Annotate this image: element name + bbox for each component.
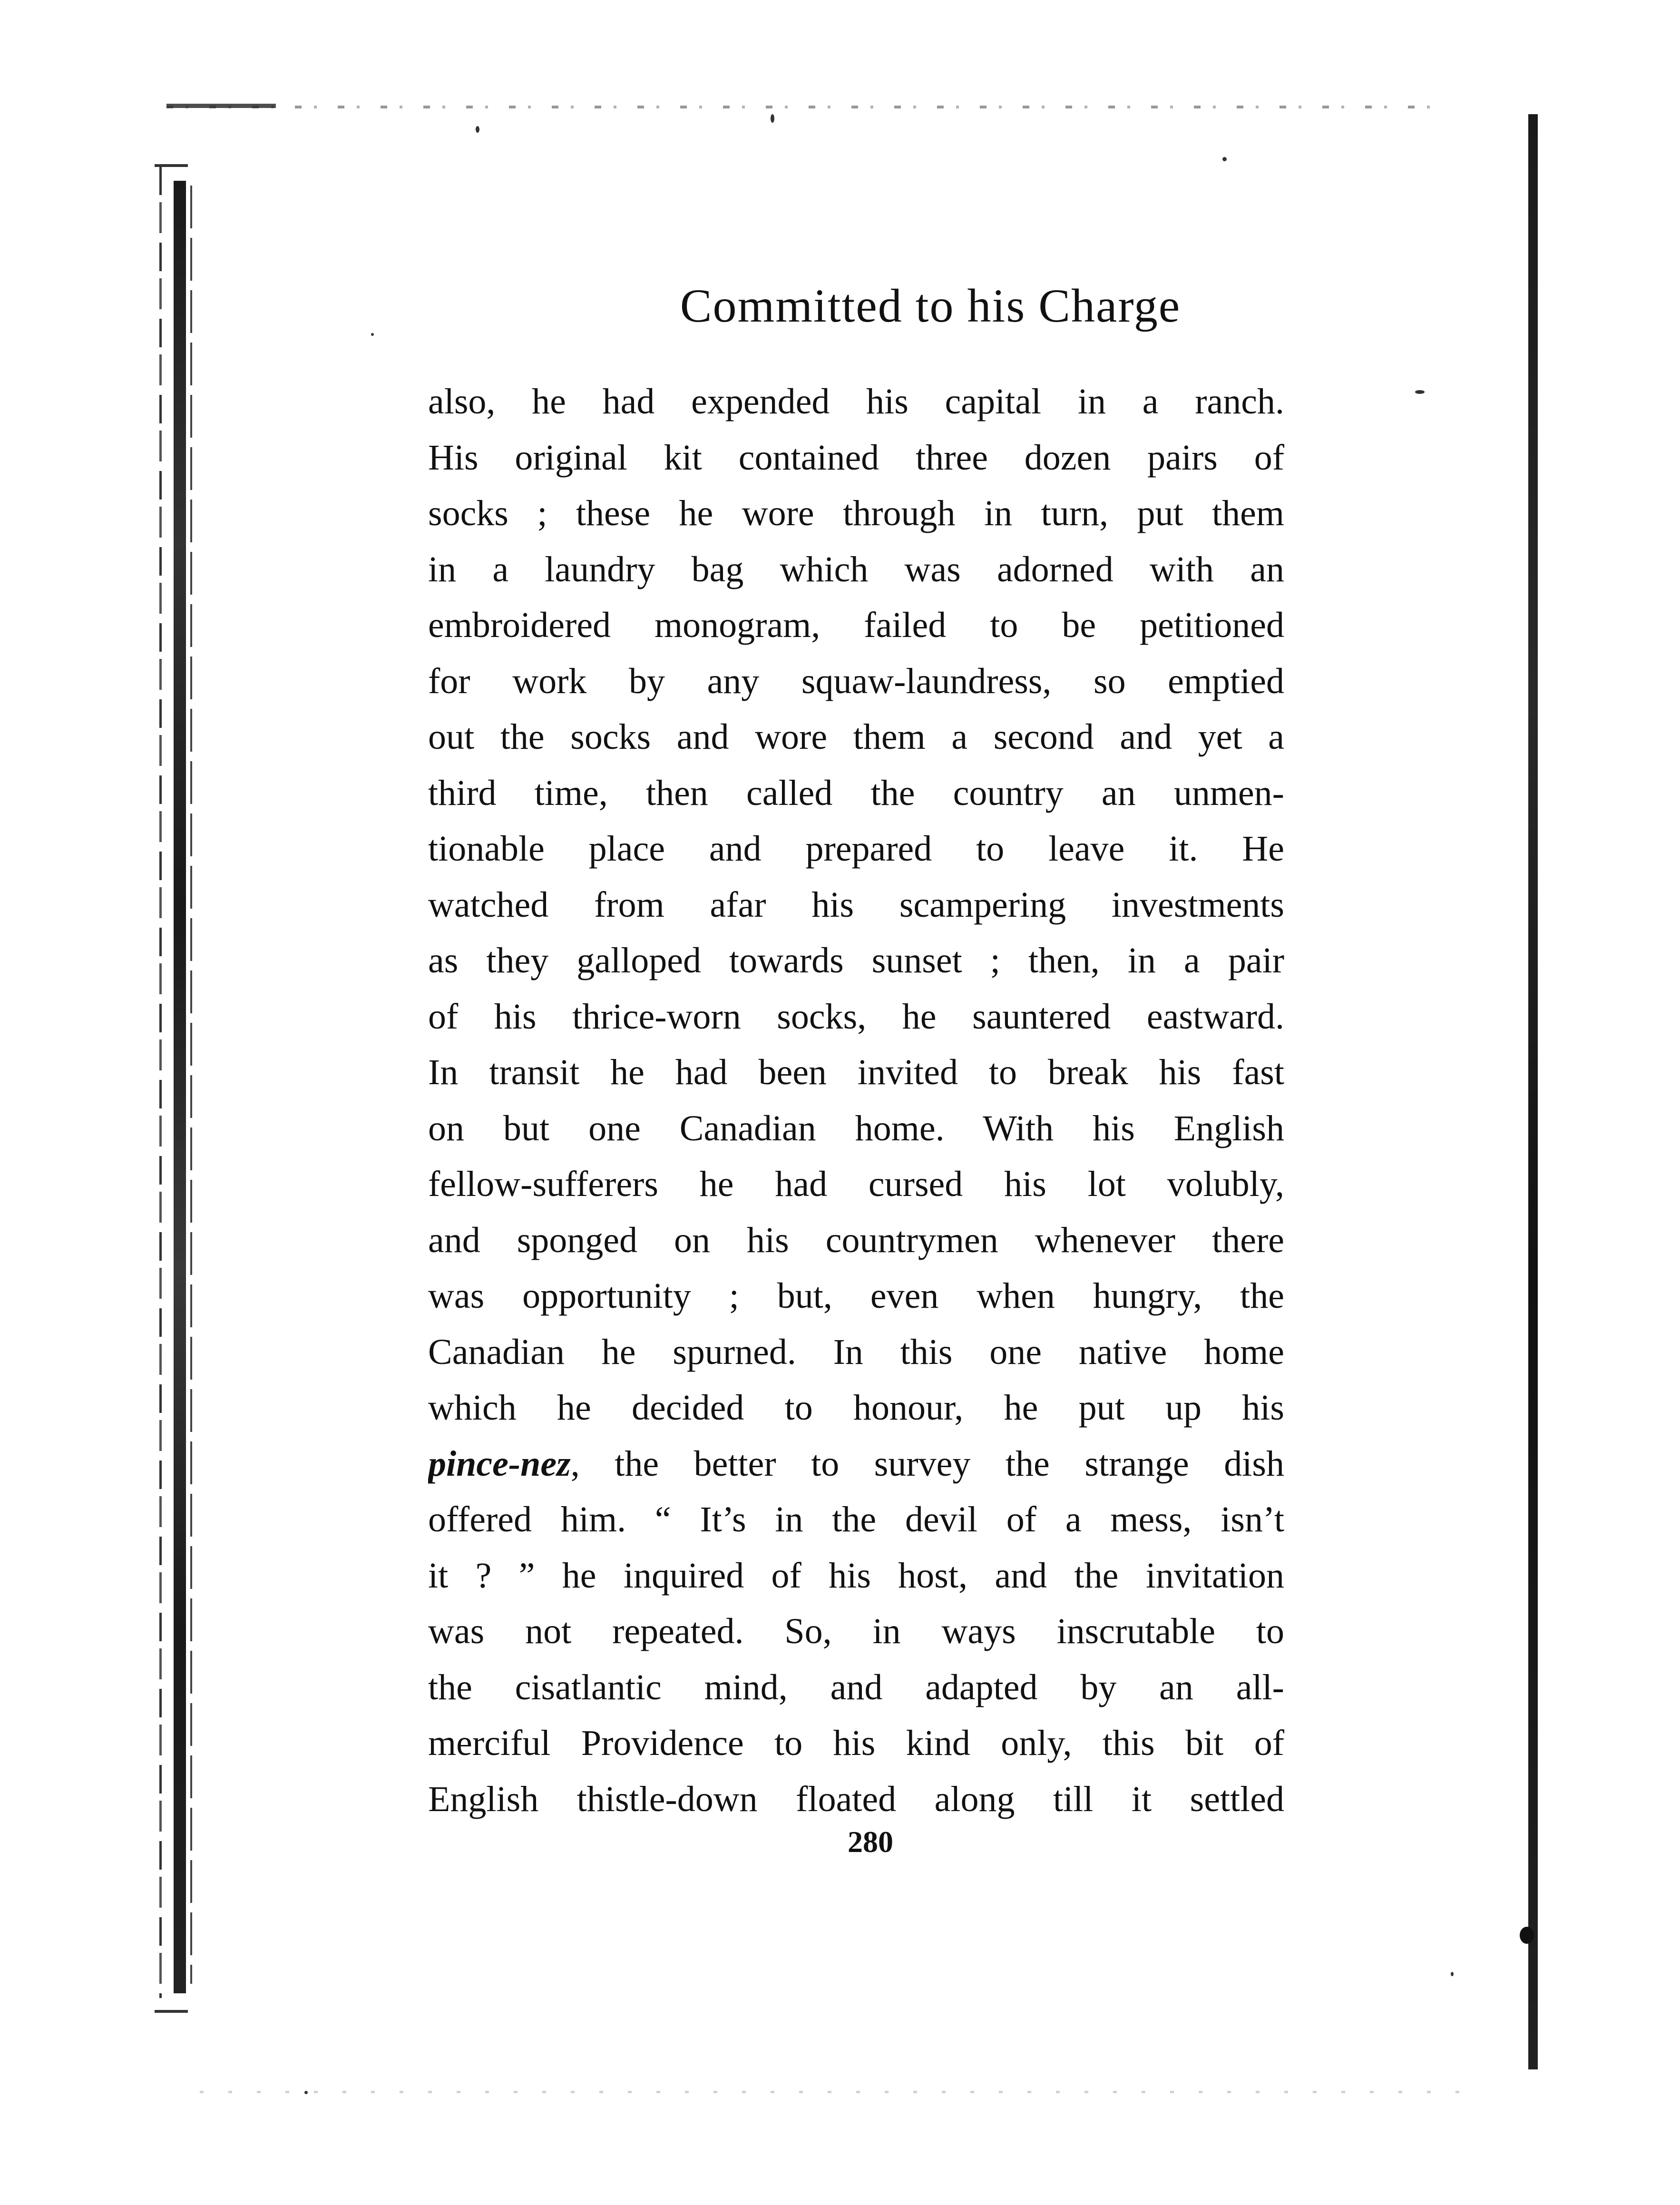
text-line (428, 1548, 1284, 1604)
text-line-content: , the better to survey the strange dish (570, 1443, 1284, 1484)
text-line-content: on but one Canadian home. With his English (428, 1108, 1284, 1148)
text-line-content: Canadian he spurned. In this one native home (428, 1332, 1284, 1372)
running-head: Committed to his Charge (680, 279, 1181, 332)
scan-top-rule (166, 106, 1451, 108)
text-line-content: which he decided to honour, he put up his (428, 1388, 1284, 1428)
text-line (428, 933, 1284, 989)
scan-left-binding-thick (174, 181, 186, 1993)
text-line (428, 430, 1284, 486)
scan-speck (476, 126, 479, 133)
text-line-content: also, he had expended his capital in a ranch. (428, 382, 1284, 421)
text-line (428, 821, 1284, 877)
text-line (428, 1101, 1284, 1157)
text-line-content: watched from afar his scampering investments (428, 884, 1284, 925)
text-line (428, 1380, 1284, 1436)
scan-left-tick-top (155, 164, 188, 167)
scan-left-binding-thin-2 (190, 186, 192, 1984)
text-line (428, 1436, 1284, 1492)
text-line-content: His original kit contained three dozen pairs of (428, 437, 1284, 478)
text-line (428, 1324, 1284, 1381)
text-line (428, 877, 1284, 933)
text-line (428, 709, 1284, 765)
text-line-content: tionable place and prepared to leave it. He (428, 829, 1284, 869)
text-line (428, 1156, 1284, 1213)
text-line (428, 989, 1284, 1045)
text-line (428, 1045, 1284, 1101)
text-line-content: third time, then called the country an unmen- (428, 773, 1284, 813)
text-line-content: offered him. “ It’s in the devil of a mess, isn’t (428, 1499, 1284, 1539)
text-line (428, 598, 1284, 654)
text-line-content: English thistle-down floated along till it settled (428, 1779, 1284, 1819)
scan-left-binding-thin (159, 167, 162, 1998)
text-line-content: merciful Providence to his kind only, this bit of (428, 1723, 1284, 1763)
text-line-content: in a laundry bag which was adorned with an (428, 549, 1284, 589)
scan-top-rule-left (166, 104, 276, 108)
text-line-content: as they galloped towards sunset ; then, in a pair (428, 941, 1284, 980)
scan-speck (771, 114, 774, 123)
scan-speck (304, 2091, 308, 2094)
scan-speck (1451, 1972, 1454, 1976)
scan-left-tick-bottom (155, 2010, 188, 2013)
text-line-content: of his thrice-worn socks, he sauntered eastward. (428, 996, 1284, 1037)
text-line-content: In transit he had been invited to break his fast (428, 1052, 1284, 1092)
text-line-content: out the socks and wore them a second and yet a (428, 717, 1284, 757)
text-line (428, 542, 1284, 598)
text-line (428, 1772, 1284, 1828)
body-text (428, 374, 1284, 1827)
text-line (428, 1213, 1284, 1269)
text-line-content: it ? ” he inquired of his host, and the invitation (428, 1555, 1284, 1596)
text-line-content: and sponged on his countrymen whenever there (428, 1220, 1284, 1260)
text-line (428, 1268, 1284, 1324)
text-line (428, 765, 1284, 822)
text-line-content: for work by any squaw-laundress, so emptied (428, 661, 1284, 701)
text-line-content: socks ; these he wore through in turn, put them (428, 493, 1284, 533)
text-line (428, 486, 1284, 542)
text-line-content: was not repeated. So, in ways inscrutable to (428, 1611, 1284, 1651)
text-line-content: the cisatlantic mind, and adapted by an all- (428, 1667, 1284, 1707)
text-line (428, 1660, 1284, 1716)
text-line (428, 654, 1284, 710)
text-line (428, 1492, 1284, 1548)
scan-bottom-rule (200, 2091, 1460, 2093)
scan-speck (1415, 390, 1425, 394)
scan-left-binding (155, 167, 197, 1998)
scan-right-blot (1520, 1927, 1534, 1944)
scan-right-edge (1528, 114, 1538, 2069)
text-line-italic: pince-nez (428, 1443, 571, 1484)
scan-speck (1222, 157, 1227, 161)
text-line-content: was opportunity ; but, even when hungry, the (428, 1276, 1284, 1316)
text-line-content: fellow-sufferers he had cursed his lot volubly, (428, 1164, 1284, 1204)
text-line-content: embroidered monogram, failed to be petitioned (428, 605, 1284, 645)
text-line (428, 374, 1284, 430)
text-line (428, 1715, 1284, 1772)
page-number: 280 (848, 1825, 893, 1859)
text-line (428, 1604, 1284, 1660)
